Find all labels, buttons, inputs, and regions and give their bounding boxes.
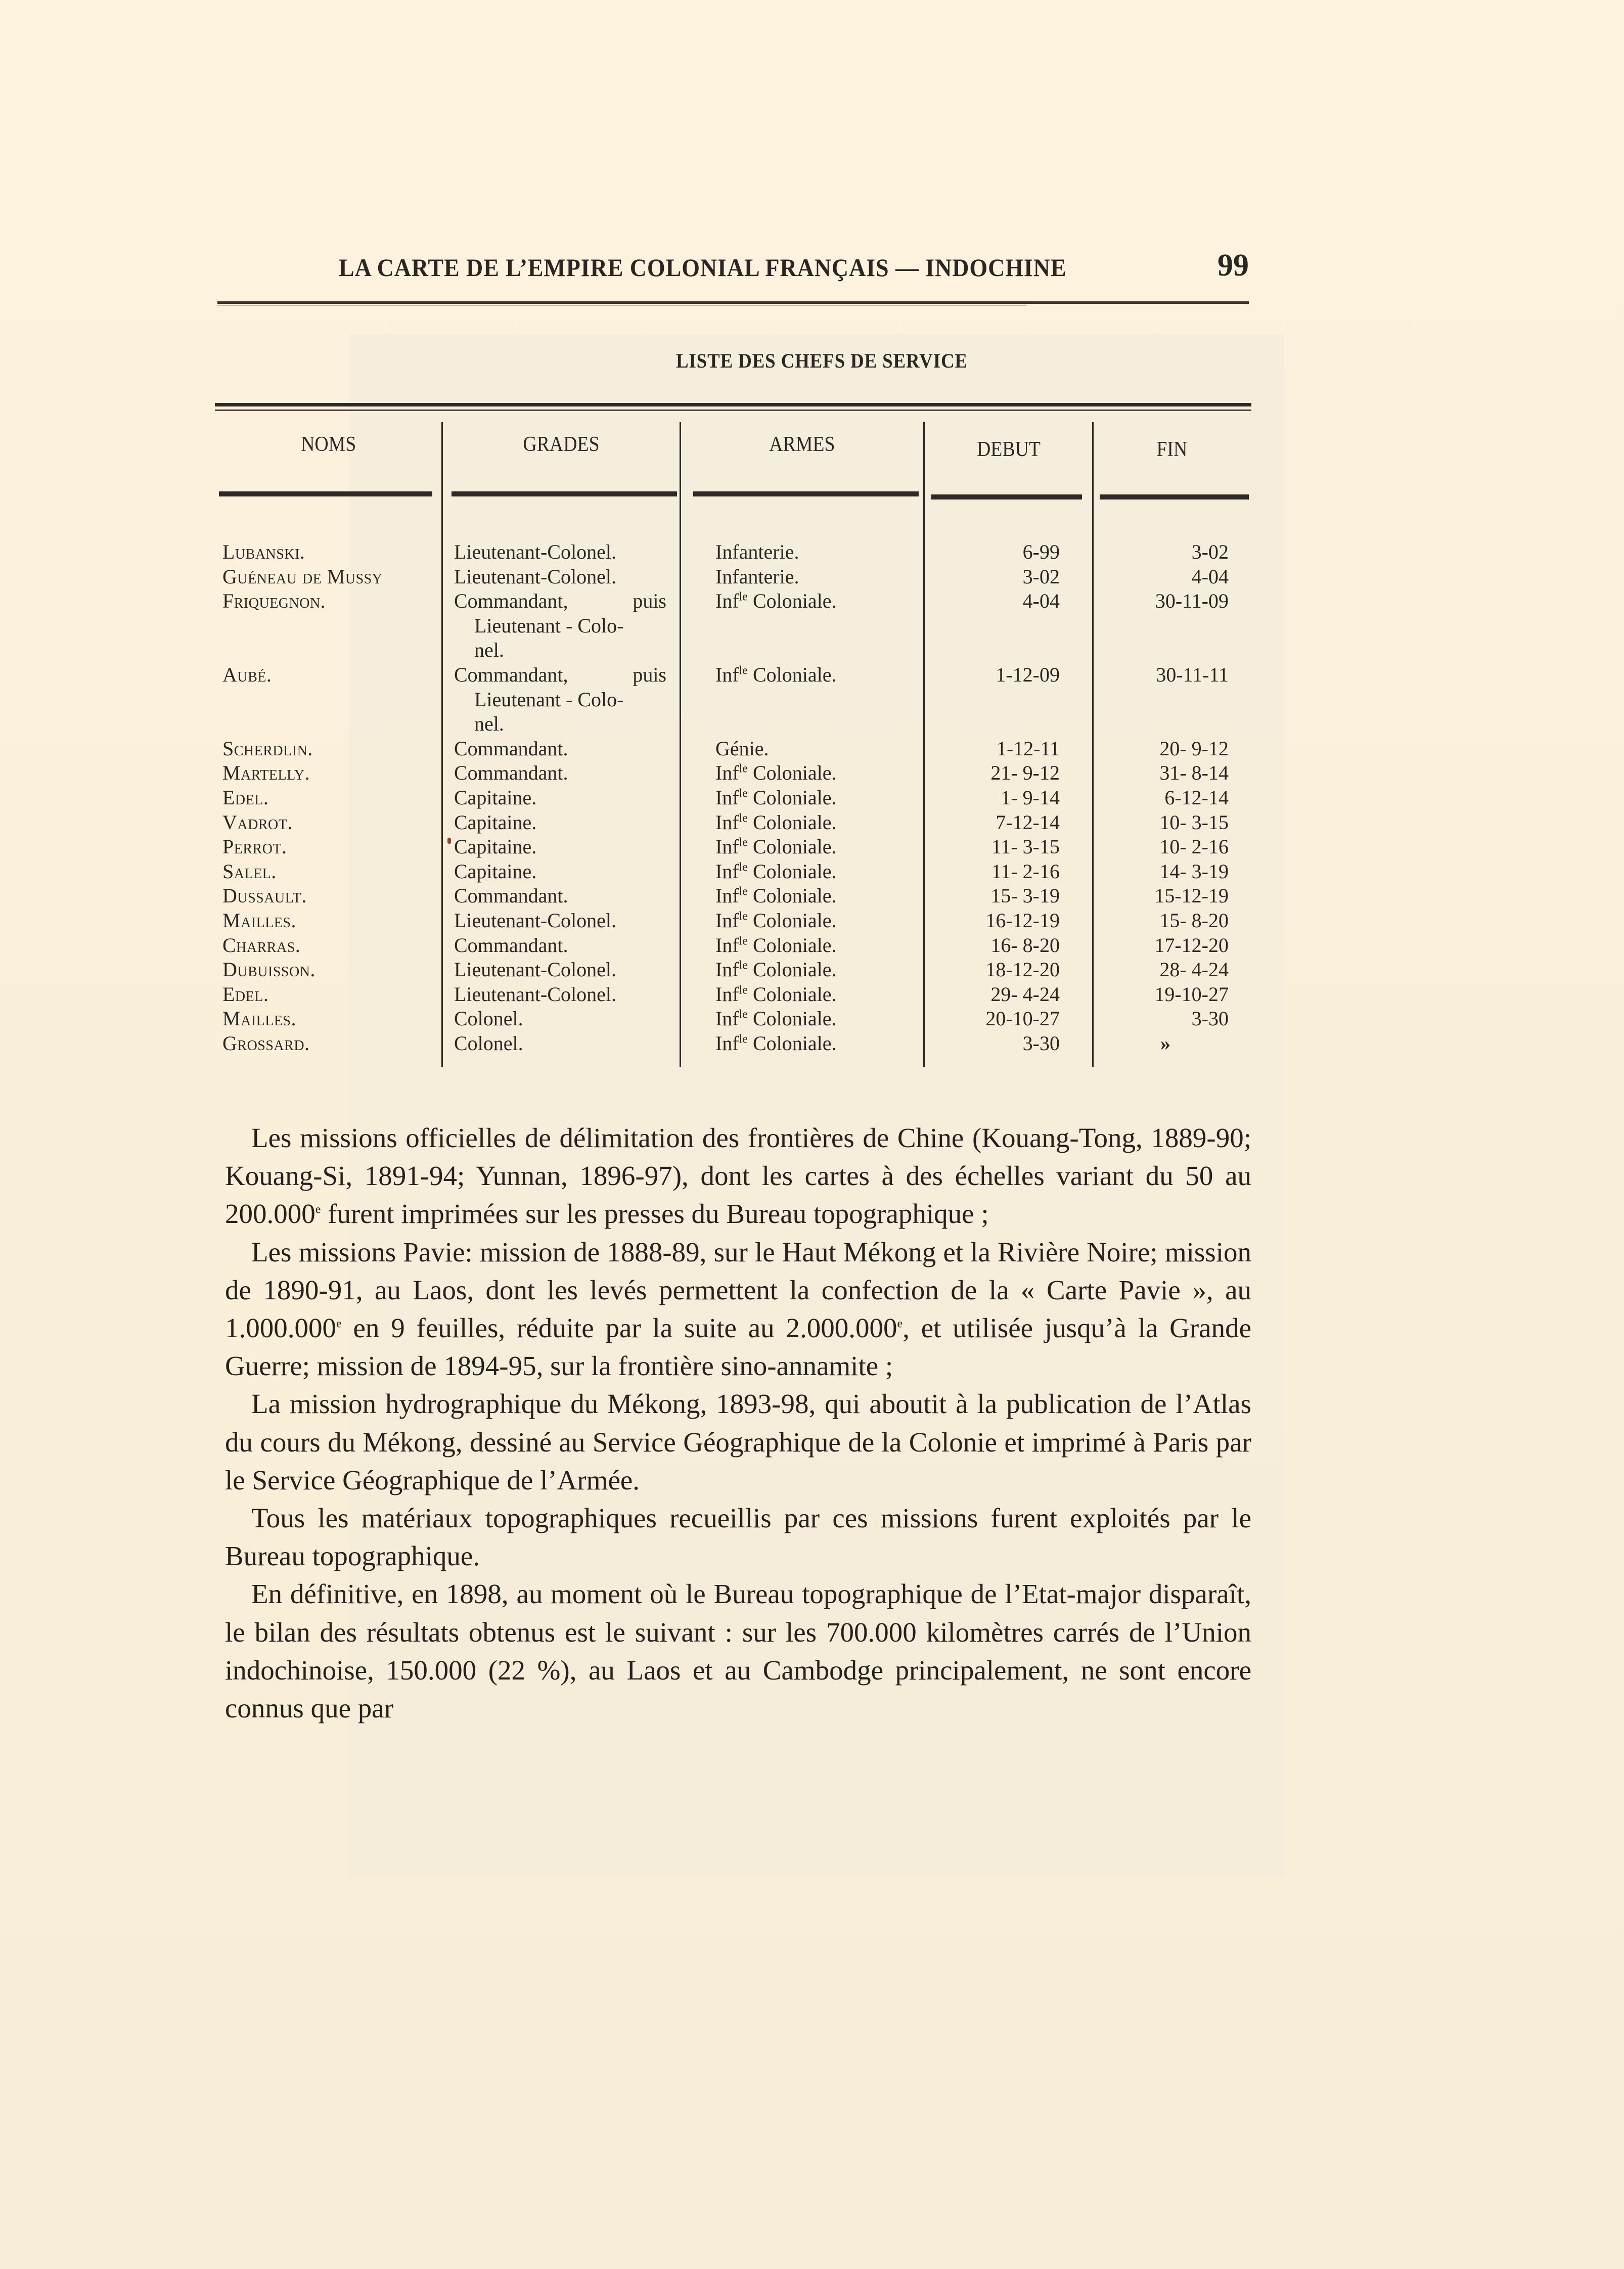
superscript: le <box>739 959 748 972</box>
header-underline <box>1100 494 1249 500</box>
cell-fin: 30-11-11 <box>1156 663 1229 686</box>
grade-line: Capitaine. <box>454 835 537 858</box>
cell-fin: 28- 4-24 <box>1159 958 1229 981</box>
cell-nom: Dubuisson. <box>222 958 315 981</box>
cell-grade <box>454 859 671 884</box>
cell-fin: 17-12-20 <box>1154 933 1229 957</box>
superscript: le <box>739 836 748 849</box>
table-row <box>0 589 1624 663</box>
grade-line: Lieutenant-Colonel. <box>454 982 617 1006</box>
cell-arme: Inf$^{le}$ Coloniale. <box>715 933 837 957</box>
table-row <box>0 663 1624 737</box>
table-row <box>0 540 1624 565</box>
table-row <box>0 982 1624 1007</box>
cell-arme: Inf$^{le}$ Coloniale. <box>715 810 837 834</box>
cell-nom: Guéneau de Mussy <box>222 565 383 588</box>
cell-arme: Inf$^{le}$ Coloniale. <box>715 1007 837 1030</box>
cell-debut: 6-99 <box>1022 540 1060 563</box>
cell-fin: 31- 8-14 <box>1159 761 1229 785</box>
superscript: le <box>739 762 748 776</box>
cell-debut: 4-04 <box>1022 589 1060 613</box>
cell-fin: 30-11-09 <box>1155 589 1229 613</box>
cell-nom: Edel. <box>222 786 269 809</box>
cell-debut: 11- 3-15 <box>991 835 1060 858</box>
grade-line: Commandant. <box>454 884 568 907</box>
table-top-rule-thin <box>215 410 1251 411</box>
cell-debut: 1- 9-14 <box>1001 786 1060 809</box>
grade-line: Capitaine. <box>454 810 537 834</box>
paragraph: La mission hydrographique du Mékong, 1893-98, qui aboutit à la publication de l’Atlas du cours du Mékong, dessiné au Service Géographique de la Colonie et imprimé à Paris par le Service Géographique de l’Armée. <box>225 1388 1251 1495</box>
grade-line: Lieutenant-Colonel. <box>454 958 617 981</box>
grade-line: Colonel. <box>454 1007 523 1030</box>
cell-fin: 20- 9-12 <box>1159 737 1229 760</box>
cell-grade <box>454 933 671 958</box>
superscript: le <box>739 885 748 899</box>
cell-arme: Infanterie. <box>715 540 799 563</box>
grade-line: Lieutenant-Colonel. <box>454 565 617 588</box>
cell-grade <box>454 884 671 909</box>
cell-debut: 16- 8-20 <box>990 933 1060 957</box>
grade-line: nel. <box>474 639 504 662</box>
cell-fin: 10- 3-15 <box>1159 810 1229 834</box>
table-row <box>0 859 1624 884</box>
header-rule-thin <box>217 305 1026 306</box>
cell-grade <box>454 810 671 835</box>
cell-fin: 14- 3-19 <box>1159 859 1229 883</box>
grade-line: Capitaine. <box>454 859 537 883</box>
table-title-text: LISTE DES CHEFS DE SERVICE <box>676 349 968 372</box>
cell-debut: 1-12-09 <box>996 663 1060 686</box>
column-header-grades: GRADES <box>523 433 600 456</box>
cell-arme: Inf$^{le}$ Coloniale. <box>715 835 837 858</box>
cell-arme: Inf$^{le}$ Coloniale. <box>715 786 837 809</box>
cell-grade <box>454 589 671 663</box>
cell-arme: Inf$^{le}$ Coloniale. <box>715 589 837 613</box>
superscript: le <box>739 664 748 677</box>
cell-grade <box>454 1007 671 1031</box>
superscript: le <box>739 1032 748 1046</box>
table-row <box>0 786 1624 810</box>
grade-line: nel. <box>474 712 504 736</box>
cell-grade <box>454 786 671 810</box>
header-underline <box>219 491 432 496</box>
grade-line: Commandant, puis <box>454 663 666 686</box>
cell-debut: 1-12-11 <box>996 737 1060 760</box>
cell-arme: Inf$^{le}$ Coloniale. <box>715 663 837 686</box>
grade-line: Capitaine. <box>454 786 537 809</box>
column-header-debut: DEBUT <box>976 438 1041 461</box>
cell-fin: 6-12-14 <box>1164 786 1229 809</box>
cell-arme: Inf$^{le}$ Coloniale. <box>715 1031 837 1055</box>
cell-nom: Martelly. <box>222 761 310 785</box>
cell-nom: Aubé. <box>222 663 272 686</box>
paragraph: En définitive, en 1898, au moment où le Bureau topographique de l’Etat-major disparaît, le bilan des résultats obtenus est le suivant : sur les 700.000 kilomètres carrés de l’Union indochinoise, 150.000 (22 %), au Laos et au Cambodge principalement, ne sont encore connus que par <box>225 1578 1251 1724</box>
cell-grade <box>454 1031 671 1056</box>
cell-debut: 3-02 <box>1022 565 1060 588</box>
paragraph: Les missions Pavie: mission de 1888-89, sur le Haut Mékong et la Rivière Noire; mission de 1890-91, au Laos, dont les levés permettent la confection de la « Carte Pavie », au 1.000.000e en 9 feuilles, réduite par la suite au 2.000.000e, et utilisée jusqu’à la Grande Guerre; mission de 1894-95, sur la frontière sino-annamite ; <box>225 1236 1251 1382</box>
table-row <box>0 565 1624 589</box>
superscript: e <box>336 1317 342 1331</box>
cell-arme: Inf$^{le}$ Coloniale. <box>715 909 837 932</box>
cell-grade <box>454 737 671 761</box>
cell-fin: 15- 8-20 <box>1159 909 1229 932</box>
cell-nom: Charras. <box>222 933 301 957</box>
table-row <box>0 884 1624 909</box>
cell-nom: Friquegnon. <box>222 589 326 613</box>
grade-line: Lieutenant-Colonel. <box>454 909 617 932</box>
cell-grade <box>454 982 671 1007</box>
table-body <box>0 540 1624 1056</box>
table-row <box>0 835 1624 859</box>
cell-grade <box>454 835 671 859</box>
superscript: e <box>897 1317 903 1331</box>
cell-arme: Inf$^{le}$ Coloniale. <box>715 982 837 1006</box>
cell-nom: Lubanski. <box>222 540 305 563</box>
cell-nom: Edel. <box>222 982 269 1006</box>
cell-arme: Inf$^{le}$ Coloniale. <box>715 884 837 907</box>
table-title <box>0 349 1624 373</box>
page-number: 99 <box>1217 248 1249 283</box>
paragraph: Les missions officielles de délimitation des frontières de Chine (Kouang-Tong, 1889-90; Kouang-Si, 1891-94; Yunnan, 1896-97), dont les cartes à des échelles variant du 50 au 200.000e furent imprimées sur les presses du Bureau topographique ; <box>225 1122 1251 1230</box>
cell-nom: Dussault. <box>222 884 307 907</box>
superscript: le <box>739 590 748 604</box>
table-row <box>0 1007 1624 1031</box>
running-title: LA CARTE DE L’EMPIRE COLONIAL FRANÇAIS — INDOCHINE <box>339 253 1067 282</box>
grade-line: Commandant. <box>454 761 568 785</box>
table-row <box>0 737 1624 761</box>
cell-grade <box>454 958 671 982</box>
cell-fin: 3-30 <box>1191 1007 1229 1030</box>
table-row <box>0 909 1624 933</box>
table-row <box>0 933 1624 958</box>
cell-fin: 15-12-19 <box>1154 884 1229 907</box>
superscript: le <box>739 1008 748 1021</box>
cell-fin: » <box>1160 1031 1170 1055</box>
cell-arme: Génie. <box>715 737 769 760</box>
superscript: le <box>739 910 748 923</box>
header-underline <box>931 494 1082 500</box>
cell-debut: 15- 3-19 <box>990 884 1060 907</box>
superscript: e <box>315 1203 321 1217</box>
cell-fin: 4-04 <box>1191 565 1229 588</box>
table-top-rule <box>215 403 1251 406</box>
cell-nom: Grossard. <box>222 1031 310 1055</box>
superscript: le <box>739 860 748 874</box>
header-underline <box>452 491 677 496</box>
column-header-noms: NOMS <box>301 433 356 456</box>
table-row <box>0 958 1624 982</box>
cell-grade <box>454 663 671 737</box>
cell-arme: Infanterie. <box>715 565 799 588</box>
cell-debut: 16-12-19 <box>985 909 1060 932</box>
superscript: le <box>739 787 748 800</box>
cell-debut: 20-10-27 <box>985 1007 1060 1030</box>
cell-debut: 7-12-14 <box>996 810 1060 834</box>
column-header-fin: FIN <box>1156 438 1188 461</box>
header-underline <box>693 491 919 496</box>
grade-line: Commandant. <box>454 933 568 957</box>
grade-line: Lieutenant - Colo- <box>474 614 624 637</box>
header-rule <box>217 301 1249 304</box>
cell-debut: 3-30 <box>1022 1031 1060 1055</box>
cell-fin: 3-02 <box>1191 540 1229 563</box>
cell-grade <box>454 909 671 933</box>
cell-nom: Scherdlin. <box>222 737 313 760</box>
cell-arme: Inf$^{le}$ Coloniale. <box>715 859 837 883</box>
running-head <box>217 248 1249 288</box>
cell-grade <box>454 761 671 786</box>
cell-debut: 21- 9-12 <box>990 761 1060 785</box>
table-row <box>0 761 1624 786</box>
superscript: le <box>739 811 748 825</box>
ink-speck <box>447 838 451 844</box>
cell-fin: 10- 2-16 <box>1159 835 1229 858</box>
superscript: le <box>739 934 748 948</box>
cell-arme: Inf$^{le}$ Coloniale. <box>715 761 837 785</box>
superscript: le <box>739 983 748 997</box>
cell-debut: 18-12-20 <box>985 958 1060 981</box>
cell-nom: Vadrot. <box>222 810 293 834</box>
cell-nom: Mailles. <box>222 909 296 932</box>
body-text <box>225 1119 1251 1727</box>
grade-line: Commandant, puis <box>454 589 666 613</box>
paragraph: Tous les matériaux topographiques recueillis par ces missions furent exploités par le Bureau topographique. <box>225 1503 1251 1572</box>
grade-line: Lieutenant - Colo- <box>474 688 624 711</box>
cell-grade <box>454 540 671 565</box>
column-header-armes: ARMES <box>769 433 835 456</box>
cell-grade <box>454 565 671 589</box>
grade-line: Commandant. <box>454 737 568 760</box>
cell-debut: 11- 2-16 <box>991 859 1060 883</box>
cell-nom: Mailles. <box>222 1007 296 1030</box>
cell-nom: Salel. <box>222 859 277 883</box>
table-row <box>0 810 1624 835</box>
grade-line: Colonel. <box>454 1031 523 1055</box>
table-row <box>0 1031 1624 1056</box>
cell-fin: 19-10-27 <box>1154 982 1229 1006</box>
grade-line: Lieutenant-Colonel. <box>454 540 617 563</box>
cell-arme: Inf$^{le}$ Coloniale. <box>715 958 837 981</box>
cell-debut: 29- 4-24 <box>990 982 1060 1006</box>
cell-nom: Perrot. <box>222 835 287 858</box>
